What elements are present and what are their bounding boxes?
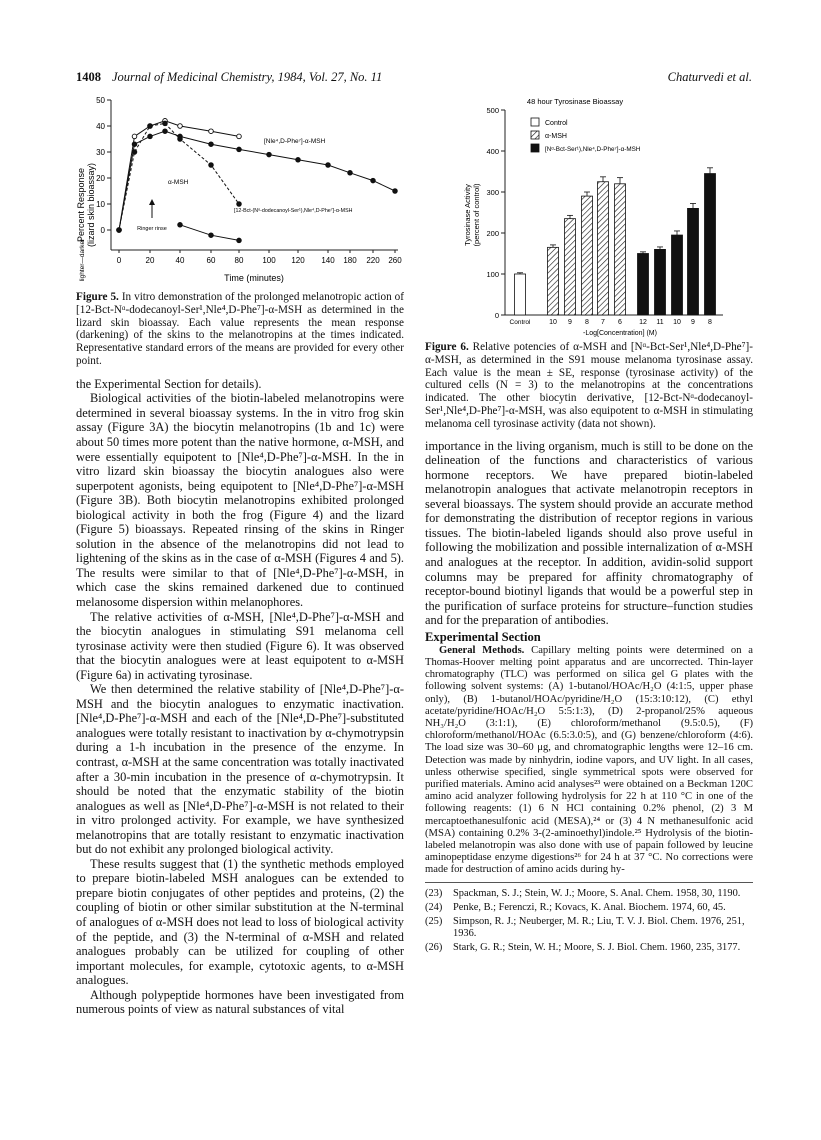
fig5-series-amsh-point [209, 163, 214, 168]
fig6-y-label-1: Tyrosinase Activity [463, 184, 472, 246]
fig6-bar-bct [672, 235, 683, 315]
fig6-x-tick-label: 8 [585, 319, 589, 326]
fig5-y-tick-label: 10 [96, 200, 105, 209]
legend-label-amsh: α-MSH [545, 133, 567, 140]
fig5-series-bct-line [119, 131, 395, 230]
fig6-x-tick-label: 11 [656, 319, 664, 326]
fig5-x-tick-label: 140 [321, 256, 335, 265]
figure-5-caption [76, 291, 404, 368]
legend-swatch-bct [531, 144, 539, 152]
fig6-y-tick-label: 200 [486, 229, 499, 238]
figure-6-caption [425, 341, 753, 431]
fig5-series-amsh-point [148, 124, 153, 129]
fig6-x-tick-label: 10 [549, 319, 557, 326]
fig5-series-ringer-point [178, 223, 183, 228]
legend-swatch-control [531, 118, 539, 126]
figure-6-chart [425, 90, 753, 337]
fig5-series-nle-point [237, 134, 242, 139]
body-paragraph: Although polypeptide hormones have been investigated from numerous points of view as natural substances of vital [76, 987, 404, 1017]
fig5-series-bct-point [393, 189, 398, 194]
fig6-bar-amsh [548, 247, 559, 315]
fig5-series-amsh-point [178, 137, 183, 142]
fig5-y-tick-label: 40 [96, 122, 105, 131]
references [425, 882, 753, 954]
page-header [76, 70, 752, 86]
fig5-side-label: lighter—darker [79, 238, 86, 282]
fig6-y-tick-label: 500 [486, 106, 499, 115]
fig6-y-tick-label: 300 [486, 188, 499, 197]
fig5-y-label-1: Percent Response [76, 167, 86, 243]
fig5-x-tick-label: 60 [206, 256, 216, 265]
fig5-y-tick-label: 20 [96, 174, 105, 183]
fig6-x-tick-label: 6 [618, 319, 622, 326]
fig6-x-tick-label: 10 [673, 319, 681, 326]
figure-5-caption-text: In vitro demonstration of the prolonged melanotropic action of [12-Bct-Nᵅ-dodecanoyl-Ser¹,Nle⁴,D-Phe⁷]-α-MSH as determined in the lizard skin bioassay. Each value represents the mean response (darkening) of the skins to the melanotropins at the times indicated. Representative standard errors of the means are provided for every other point. [76, 291, 404, 367]
fig5-series-bct-point [132, 142, 137, 147]
reference-text: Stark, G. R.; Stein, W. H.; Moore, S. J. Biol. Chem. 1960, 235, 3177. [453, 941, 741, 953]
fig5-y-label-2: (lizard skin bioassay) [86, 162, 96, 248]
right-column [425, 90, 753, 956]
reference-text: Simpson, R. J.; Neuberger, M. R.; Liu, T. V. J. Biol. Chem. 1976, 251, 1936. [453, 915, 745, 939]
fig6-bar-amsh [582, 196, 593, 315]
legend-label-bct: [Nᵅ-Bct-Ser¹),Nle⁴,D-Phe⁷]-α-MSH [545, 146, 641, 153]
fig5-x-tick-label: 220 [366, 256, 380, 265]
fig5-series-nle-point [209, 129, 214, 134]
fig5-series-ringer-point [209, 233, 214, 238]
fig5-series-nle-point [178, 124, 183, 129]
fig6-x-tick-label: 9 [568, 319, 572, 326]
fig5-x-tick-label: 40 [175, 256, 185, 265]
reference-item [425, 902, 753, 914]
fig5-series-amsh-point [237, 202, 242, 207]
fig5-x-tick-label: 120 [291, 256, 305, 265]
fig5-x-tick-label: 0 [116, 256, 122, 265]
reference-number: (24) [425, 901, 443, 913]
reference-item [425, 888, 753, 900]
fig5-series-ringer-line [180, 225, 239, 241]
fig5-label-nle: [Nle⁴,D-Phe⁷]-α-MSH [264, 138, 326, 145]
fig5-x-tick-label: 20 [145, 256, 155, 265]
body-paragraph: Biological activities of the biotin-labeled melanotropins were determined in several bioassay systems. In the in vitro frog skin assay (Figure 3A) the biocytin melanotropins (1b and 1c) were about 50 times more potent than the native hormone, α-MSH, and were essentially equipotent to [Nle⁴,D-Phe⁷]-α-MSH. In the in vitro lizard skin bioassay the biocytin analogues also were superpotent agonists, being equipotent to [Nle⁴,D-Phe⁷]-α-MSH (Figure 3B). Both biocytin melanotropins exhibited prolonged biological activity in both the frog (Figure 4) and the lizard (Figure 5) bioassays. Repeated rinsing of the skins in Ringer solution in the absence of the melanotropins did not lead to lightening of the skins as in the case of α-MSH (Figures 4 and 5). The results were similar to that of [Nle⁴,D-Phe⁷]-α-MSH, in which case the skins remained darkened due to continued melanosome dispersion within melanophores. [76, 391, 404, 609]
fig5-series-ringer-point [237, 238, 242, 243]
fig6-y-tick-label: 100 [486, 270, 499, 279]
running-author: Chaturvedi et al. [667, 70, 752, 84]
fig5-label-ringer: Ringer rinse [137, 226, 167, 232]
fig5-x-tick-label: 260 [388, 256, 402, 265]
figure-6-caption-text: Relative potencies of α-MSH and [Nᵅ-Bct-Ser¹,Nle⁴,D-Phe⁷]-α-MSH, as determined in the S91 mouse melanoma tyrosinase assay. Each value is the mean ± SE, response (tyrosinase activity) of the cultured cells (N = 3) to the melanotropins at the concentrations indicated. The other biocytin derivative, [12-Bct-Nᵅ-dodecanoyl-Ser¹,Nle⁴,D-Phe⁷]-α-MSH, was also equipotent to α-MSH in stimulating melanoma cell tyrosinase activity (data not shown). [425, 341, 753, 430]
fig5-series-bct-point [267, 152, 272, 157]
fig5-y-tick-label: 30 [96, 148, 105, 157]
fig6-bar-bct [688, 208, 699, 315]
body-paragraph: importance in the living organism, much is still to be done on the delineation of the functions and characteristics of various hormone receptors. We have prepared biotin-labeled melanotropin analogues that activate melanotropin receptors in several bioassays. The system should provide an accurate method for demonstrating the distribution of receptor regions in various tissues. The biotin-labeled ligands should also prove useful in following the mobilization and possible internalization of α-MSH and analogues at the receptor. In addition, avidin-solid support columns may be prepared for affinity chromatography of receptor-bound biotinyl ligands that would be a powerful step in the purification of surface proteins for structure–function studies and for the preparation of antibodies. [425, 438, 753, 628]
section-heading: Experimental Section [425, 629, 541, 644]
right-body [425, 439, 753, 877]
reference-item [425, 942, 753, 954]
reference-text: Penke, B.; Ferenczi, R.; Kovacs, K. Anal. Biochem. 1974, 60, 45. [453, 901, 726, 913]
fig5-series-amsh-point [163, 121, 168, 126]
figure-5-caption-label: Figure 5. [76, 291, 119, 303]
fig6-x-tick-label: 12 [639, 319, 647, 326]
body-paragraph: These results suggest that (1) the synthetic methods employed to prepare biotin-labeled MSH analogues can be extended to prepare biotin conjugates of other peptides and proteins, (2) the coupling of biotin or other similar substitution at the N-terminal of analogues of α-MSH does not lead to loss of biological activity of the peptide, and (3) the N-terminal of α-MSH and related analogues probably can be utilized for coupling of other important molecules, for example, cytotoxic agents, to α-MSH analogues. [76, 856, 404, 988]
fig5-series-bct-point [296, 158, 301, 163]
fig6-legend [531, 118, 641, 153]
ringer-arrowhead [149, 199, 155, 205]
fig5-x-tick-label: 180 [343, 256, 357, 265]
fig5-series-bct-point [326, 163, 331, 168]
fig6-title: 48 hour Tyrosinase Bioassay [526, 97, 624, 106]
fig5-y-tick-label: 0 [100, 226, 105, 235]
reference-text: Spackman, S. J.; Stein, W. J.; Moore, S. Anal. Chem. 1958, 30, 1190. [453, 887, 741, 899]
left-column [76, 90, 404, 1017]
body-paragraph: The relative activities of α-MSH, [Nle⁴,D-Phe⁷]-α-MSH and the biocytin analogues in stimulating S91 melanoma cell tyrosinase activity were then studied (Figure 6). It was observed that the biocytin analogues were at least equipotent to α-MSH (Figure 6a) in activating tyrosinase. [76, 609, 404, 682]
fig5-series-bct-point [348, 171, 353, 176]
fig6-bar-amsh [565, 219, 576, 315]
reference-number: (25) [425, 915, 443, 927]
fig5-series-bct-point [148, 134, 153, 139]
fig6-x-label: -Log[Concentration] (M) [583, 330, 657, 337]
fig6-y-tick-label: 400 [486, 147, 499, 156]
fig6-bar-bct [638, 254, 649, 316]
fig5-series-bct-point [163, 129, 168, 134]
reference-number: (23) [425, 887, 443, 899]
figure-5-chart [76, 90, 404, 286]
general-methods-text: Capillary melting points were determined on a Thomas-Hoover melting point apparatus and are uncorrected. Thin-layer chromatography (TLC) was performed on silica gel G plates with the following solvent systems: (A) 1-butanol/HOAc/H₂O (4:1:5, upper phase only), (B) 1-butanol/HOAc/pyridine/H₂O (15:3:10:12), (C) ethyl acetate/pyridine/HOAc/H₂O 5:5:1:3), (D) 2-propanol/25% aqueous NH₃/H₂O (3:1:1), (E) chloroform/methanol (9.5:0.5), (F) chloroform/methanol/HOAc (6.5:3.0:5), and (G) benzene/chloroform (4:6). The load size was 30–60 μg, and chromatographic lengths were 12–16 cm. Detection was made by ninhydrin, iodine vapors, and UV light. In all cases, unless otherwise specified, single symmetrical spots were observed for purified materials. Amino acid analyses²³ were obtained on a Beckman 120C amino acid analyzer following hydrolysis for 22 h at 110 °C in one of the following reagents: (1) 6 N HCl containing 0.2% phenol, (2) 3 M mercaptoethanesulfonic acid (MESA),²⁴ or (3) 4 N methanesulfonic acid (MSA) containing 0.2% 3-(2-aminoethyl)indole.²⁵ Hydrolysis of the biotin-labeled melanotropin was also done with use of papain followed by leucine aminopeptidase enzyme digestions²⁶ for 24 h at 37 °C. No corrections were made for destruction of amino acids during hy- [425, 644, 753, 876]
fig5-label-amsh: α-MSH [168, 179, 189, 186]
fig5-y-tick-label: 50 [96, 96, 105, 105]
body-paragraph: We then determined the relative stability of [Nle⁴,D-Phe⁷]-α-MSH and the biocytin analogues to enzymatic inactivation. [Nle⁴,D-Phe⁷]-α-MSH and each of the [Nle⁴,D-Phe⁷]-substituted analogues were totally resistant to inactivation by α-chymotrypsin during a 1-h incubation in the presence of the enzyme. In contrast, α-MSH at the same concentration was totally inactivated after a 30-min incubation in the presence of α-chymotrypsin. It should be noted that the enzymatic stability of the biotin analogues as well as [Nle⁴,D-Phe⁷]-α-MSH is not related to their in vitro prolonged activity. For example, we have synthesized melanotropins that are totally resistant to enzymatic inactivation but do not exhibit any prolonged biological activity. [76, 682, 404, 857]
fig6-bar-bct [655, 249, 666, 315]
fig6-x-tick-label: Control [509, 319, 531, 326]
fig5-series-bct-point [209, 142, 214, 147]
general-methods-lead: General Methods. [439, 644, 525, 656]
fig5-x-tick-label: 100 [262, 256, 276, 265]
page-number: 1408 [76, 70, 101, 84]
fig5-series-nle-point [132, 134, 137, 139]
fig6-x-tick-label: 9 [691, 319, 695, 326]
fig5-label-bct: [12-Bct-(Nᵅ-dodecanoyl-Ser¹),Nle⁴,D-Phe⁷]-α-MSH [234, 208, 353, 214]
fig6-x-tick-label: 7 [601, 319, 605, 326]
fig5-x-tick-label: 80 [234, 256, 244, 265]
left-body [76, 377, 404, 1017]
reference-item [425, 916, 753, 940]
fig6-y-tick-label: 0 [494, 311, 499, 320]
figure-6-caption-label: Figure 6. [425, 341, 469, 353]
fig6-bar-bct [705, 174, 716, 315]
legend-swatch-amsh [531, 131, 539, 139]
fig6-y-label-2: (percent of control) [472, 183, 481, 247]
journal-citation: Journal of Medicinal Chemistry, 1984, Vol. 27, No. 11 [112, 70, 383, 84]
fig6-bar-amsh [598, 182, 609, 315]
reference-number: (26) [425, 941, 443, 953]
fig5-series-amsh-point [117, 228, 122, 233]
fig6-bar-control [515, 274, 526, 315]
fig5-x-label: Time (minutes) [224, 273, 284, 283]
legend-label-control: Control [545, 120, 568, 127]
fig5-series-amsh-point [132, 150, 137, 155]
body-paragraph: the Experimental Section for details). [76, 376, 262, 391]
fig6-bar-amsh [615, 184, 626, 315]
general-methods-paragraph [425, 645, 753, 877]
fig5-series-bct-point [371, 178, 376, 183]
fig6-x-tick-label: 8 [708, 319, 712, 326]
fig5-series-bct-point [237, 147, 242, 152]
